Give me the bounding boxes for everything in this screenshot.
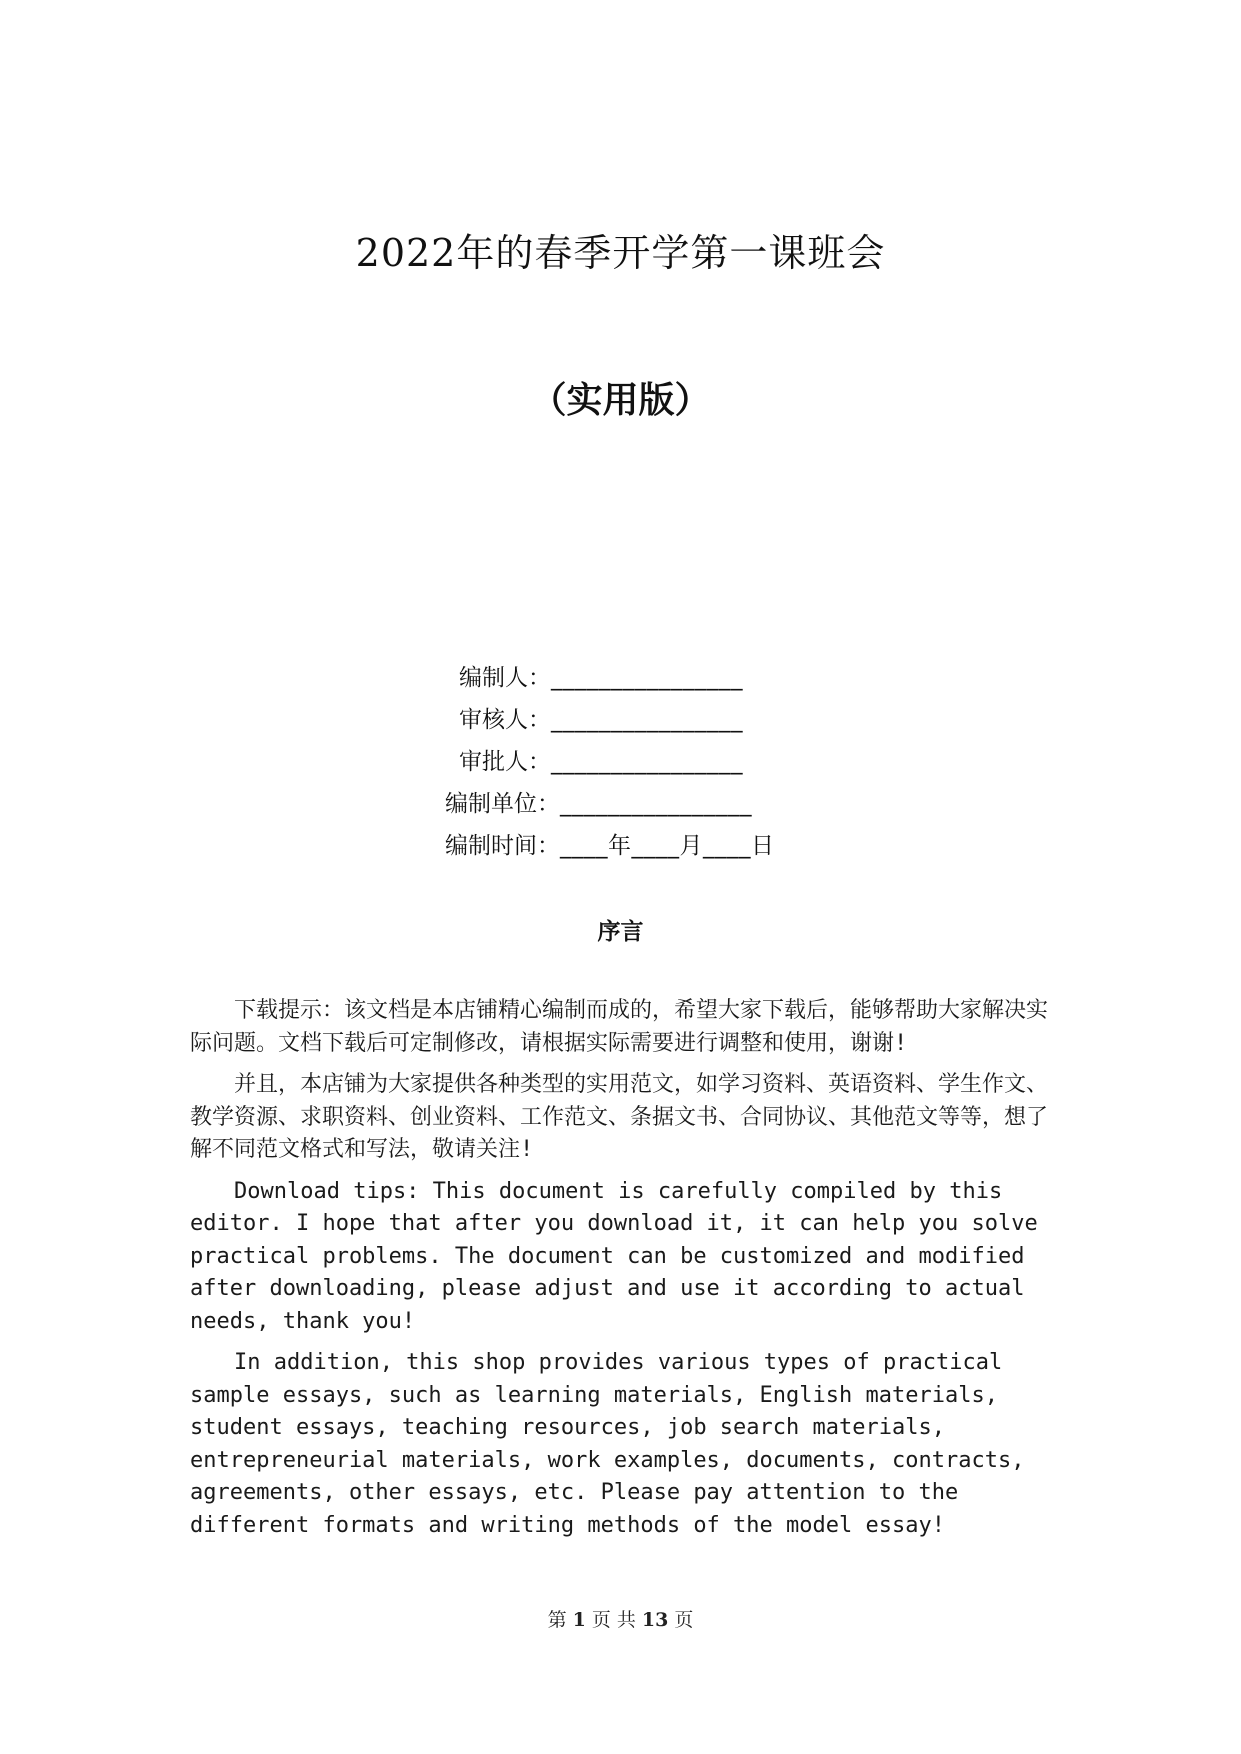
footer-middle: 页 共: [591, 1609, 636, 1631]
preface-paragraph-download-tip-zh: 下载提示：该文档是本店铺精心编制而成的，希望大家下载后，能够帮助大家解决实际问题。文档下载后可定制修改，请根据实际需要进行调整和使用，谢谢!: [190, 998, 1049, 1056]
form-label-approver: 审批人：: [459, 749, 551, 775]
form-row-date: [445, 825, 865, 867]
approval-form: [445, 657, 865, 867]
form-blank-reviewer: ________________: [551, 707, 743, 733]
footer-prefix: 第: [547, 1609, 567, 1631]
footer-total-pages: 13: [641, 1609, 669, 1631]
preface-paragraph-shop-intro-en: In addition, this shop provides various types of practical sample essays, such as learning materials, English materials, student essays, teaching resources, job search materials, entrepreneurial materials, work examples, documents, contracts, agreements, other essays, etc. Please pay attention to the different formats and writing methods of the model essay!: [190, 1350, 1025, 1538]
footer-current-page: 1: [572, 1609, 586, 1631]
page-footer: [0, 1605, 1241, 1632]
document-title: 2022年的春季开学第一课班会: [355, 231, 886, 275]
preface-paragraph-download-tip-en: Download tips: This document is carefully compiled by this editor. I hope that after you download it, it can help you solve practical problems. The document can be customized and modified after downloading, please adjust and use it according to actual needs, thank you!: [190, 1178, 1038, 1334]
form-label-unit: 编制单位：: [445, 791, 560, 817]
form-blank-editor: ________________: [551, 665, 743, 691]
preface-heading: 序言: [597, 919, 644, 945]
footer-suffix: 页: [674, 1609, 694, 1631]
form-blank-approver: ________________: [551, 749, 743, 775]
form-label-editor: 编制人：: [459, 665, 551, 691]
preface-paragraph-shop-intro-zh: 并且，本店铺为大家提供各种类型的实用范文，如学习资料、英语资料、学生作文、教学资源、求职资料、创业资料、工作范文、条据文书、合同协议、其他范文等等，想了解不同范文格式和写法，敬请关注!: [190, 1072, 1049, 1162]
preface-body: [190, 995, 1062, 1551]
form-blank-unit: ________________: [560, 791, 752, 817]
form-row-reviewer: [445, 699, 865, 741]
form-row-unit: [445, 783, 865, 825]
form-blank-date: ____年____月____日: [560, 833, 775, 859]
form-row-editor: [445, 657, 865, 699]
document-subtitle: （实用版）: [530, 380, 711, 421]
form-label-reviewer: 审核人：: [459, 707, 551, 733]
form-label-date: 编制时间：: [445, 833, 560, 859]
form-row-approver: [445, 741, 865, 783]
